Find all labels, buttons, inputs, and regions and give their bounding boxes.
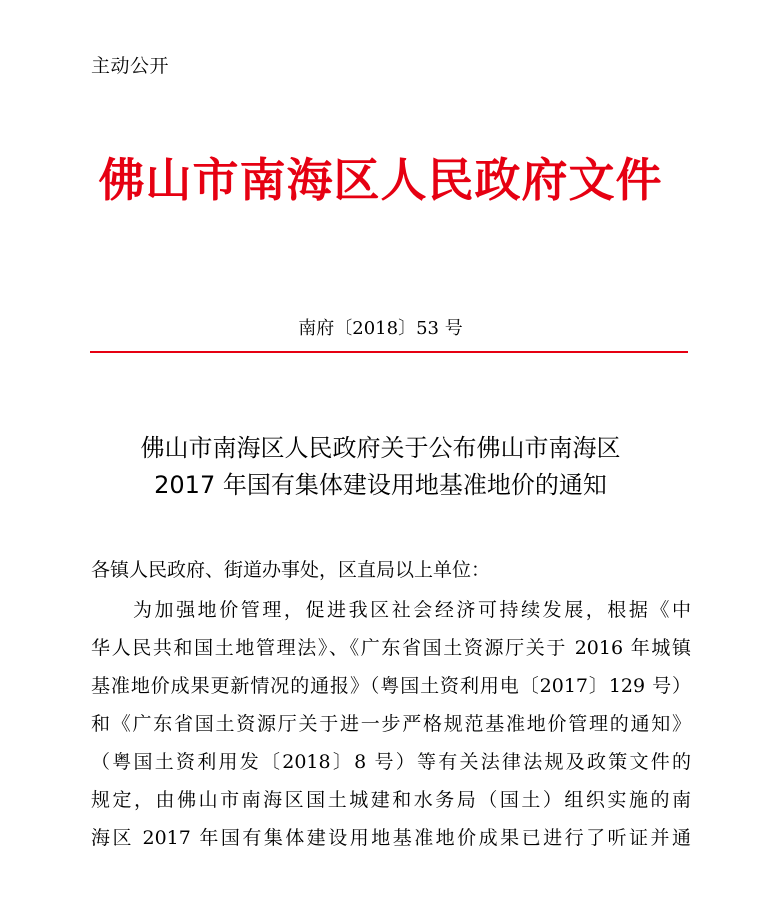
body-line: 基准地价成果更新情况的通报》（粤国土资利用电〔2017〕129 号） bbox=[91, 675, 691, 697]
document-number: 南府〔2018〕53 号 bbox=[298, 318, 463, 339]
title-line-1: 佛山市南海区人民政府关于公布佛山市南海区 bbox=[140, 434, 621, 462]
title-line-2: 2017 年国有集体建设用地基准地价的通知 bbox=[154, 471, 607, 499]
body-line: 和《广东省国土资源厅关于进一步严格规范基准地价管理的通知》 bbox=[91, 713, 691, 735]
document-title bbox=[60, 430, 701, 504]
red-divider-line bbox=[90, 351, 688, 353]
disclosure-label: 主动公开 bbox=[91, 55, 170, 77]
body-line: （粤国土资利用发〔2018〕8 号）等有关法律法规及政策文件的 bbox=[91, 751, 691, 773]
body-line: 规定，由佛山市南海区国土城建和水务局（国土）组织实施的南 bbox=[91, 789, 691, 811]
body-line: 为加强地价管理，促进我区社会经济可持续发展，根据《中 bbox=[133, 599, 691, 621]
body-line: 海区 2017 年国有集体建设用地基准地价成果已进行了听证并通 bbox=[91, 827, 691, 849]
salutation: 各镇人民政府、街道办事处，区直局以上单位： bbox=[91, 559, 491, 581]
issuing-authority-header: 佛山市南海区人民政府文件 bbox=[98, 153, 663, 207]
body-line: 华人民共和国土地管理法》、《广东省国土资源厅关于 2016 年城镇 bbox=[91, 637, 691, 659]
body-paragraph bbox=[91, 591, 691, 857]
